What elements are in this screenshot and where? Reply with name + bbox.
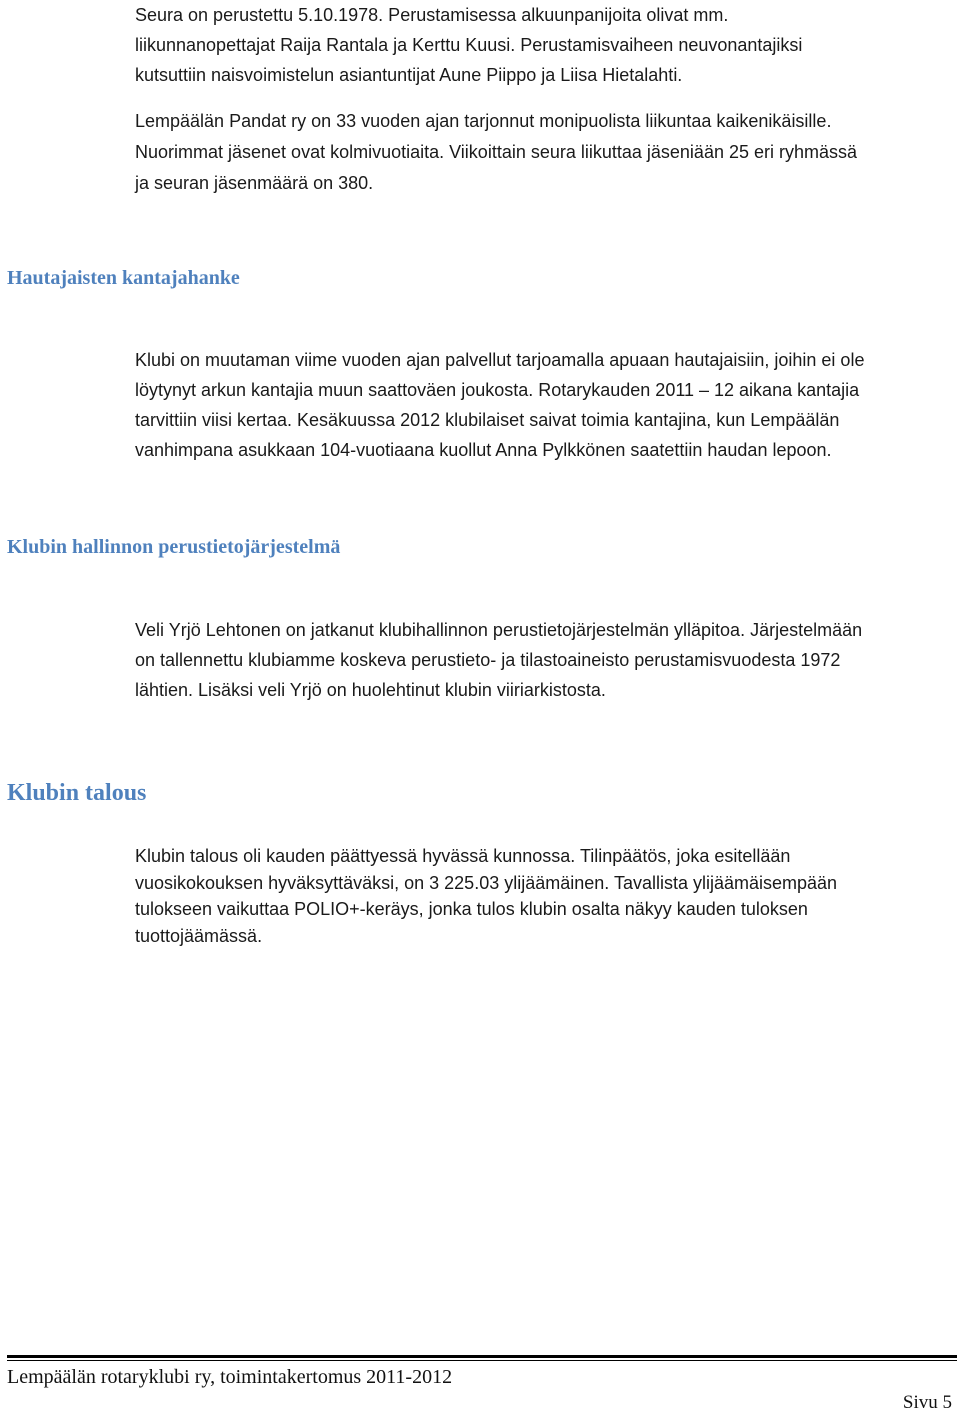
intro-paragraph-founding xyxy=(135,0,955,90)
footer-divider-thin xyxy=(7,1360,957,1361)
text-line: Lempäälän Pandat ry on 33 vuoden ajan tarjonnut monipuolista liikuntaa kaikenikäisille. xyxy=(135,111,832,131)
section-heading-funeral-bearers: Hautajaisten kantajahanke xyxy=(7,267,240,289)
text-line: Seura on perustettu 5.10.1978. Perustamisessa alkuunpanijoita olivat mm. xyxy=(135,5,729,25)
section-heading-club-finances: Klubin talous xyxy=(7,780,147,806)
section-heading-admin-system: Klubin hallinnon perustietojärjestelmä xyxy=(7,536,341,558)
text-line: vuosikokouksen hyväksyttäväksi, on 3 225.03 ylijäämäinen. Tavallista ylijäämäisempään xyxy=(135,872,838,893)
text-line: löytynyt arkun kantajia muun saattoväen joukosta. Rotarykauden 2011 – 12 aikana kantajia xyxy=(135,380,860,400)
section-paragraph-club-finances xyxy=(135,843,955,949)
section-paragraph-admin-system xyxy=(135,615,955,705)
intro-paragraph-pandat xyxy=(135,106,955,199)
footer-divider-thick xyxy=(7,1355,957,1358)
text-line: on tallennettu klubiamme koskeva perustieto- ja tilastoaineisto perustamisvuodesta 1972 xyxy=(135,650,841,670)
text-line: liikunnanopettajat Raija Rantala ja Kerttu Kuusi. Perustamisvaiheen neuvonantajiksi xyxy=(135,35,803,55)
section-paragraph-funeral-bearers xyxy=(135,345,955,465)
text-line: tarvittiin viisi kertaa. Kesäkuussa 2012 klubilaiset saivat toimia kantajina, kun Lempäälän xyxy=(135,410,840,430)
text-line: tulokseen vaikuttaa POLIO+-keräys, jonka tulos klubin osalta näkyy kauden tuloksen xyxy=(135,899,808,919)
footer-document-title: Lempäälän rotaryklubi ry, toimintakertomus 2011-2012 xyxy=(7,1366,453,1388)
page-number: Sivu 5 xyxy=(902,1392,952,1413)
text-line: Klubi on muutaman viime vuoden ajan palvellut tarjoamalla apuaan hautajaisiin, joihin ei ole xyxy=(135,350,865,370)
text-line: Veli Yrjö Lehtonen on jatkanut klubihallinnon perustietojärjestelmän ylläpitoa. Järjestelmään xyxy=(135,620,863,640)
text-line: Nuorimmat jäsenet ovat kolmivuotiaita. Viikoittain seura liikuttaa jäseniään 25 eri ryhmässä xyxy=(135,142,858,162)
text-line: lähtien. Lisäksi veli Yrjö on huolehtinut klubin viiriarkistosta. xyxy=(135,680,606,700)
text-line: Klubin talous oli kauden päättyessä hyvässä kunnossa. Tilinpäätös, joka esitellään xyxy=(135,846,791,866)
text-line: kutsuttiin naisvoimistelun asiantuntijat Aune Piippo ja Liisa Hietalahti. xyxy=(135,65,683,85)
text-line: ja seuran jäsenmäärä on 380. xyxy=(135,173,374,193)
text-line: tuottojäämässä. xyxy=(135,925,263,946)
text-line: vanhimpana asukkaan 104-vuotiaana kuollut Anna Pylkkönen saatettiin haudan lepoon. xyxy=(135,440,832,460)
